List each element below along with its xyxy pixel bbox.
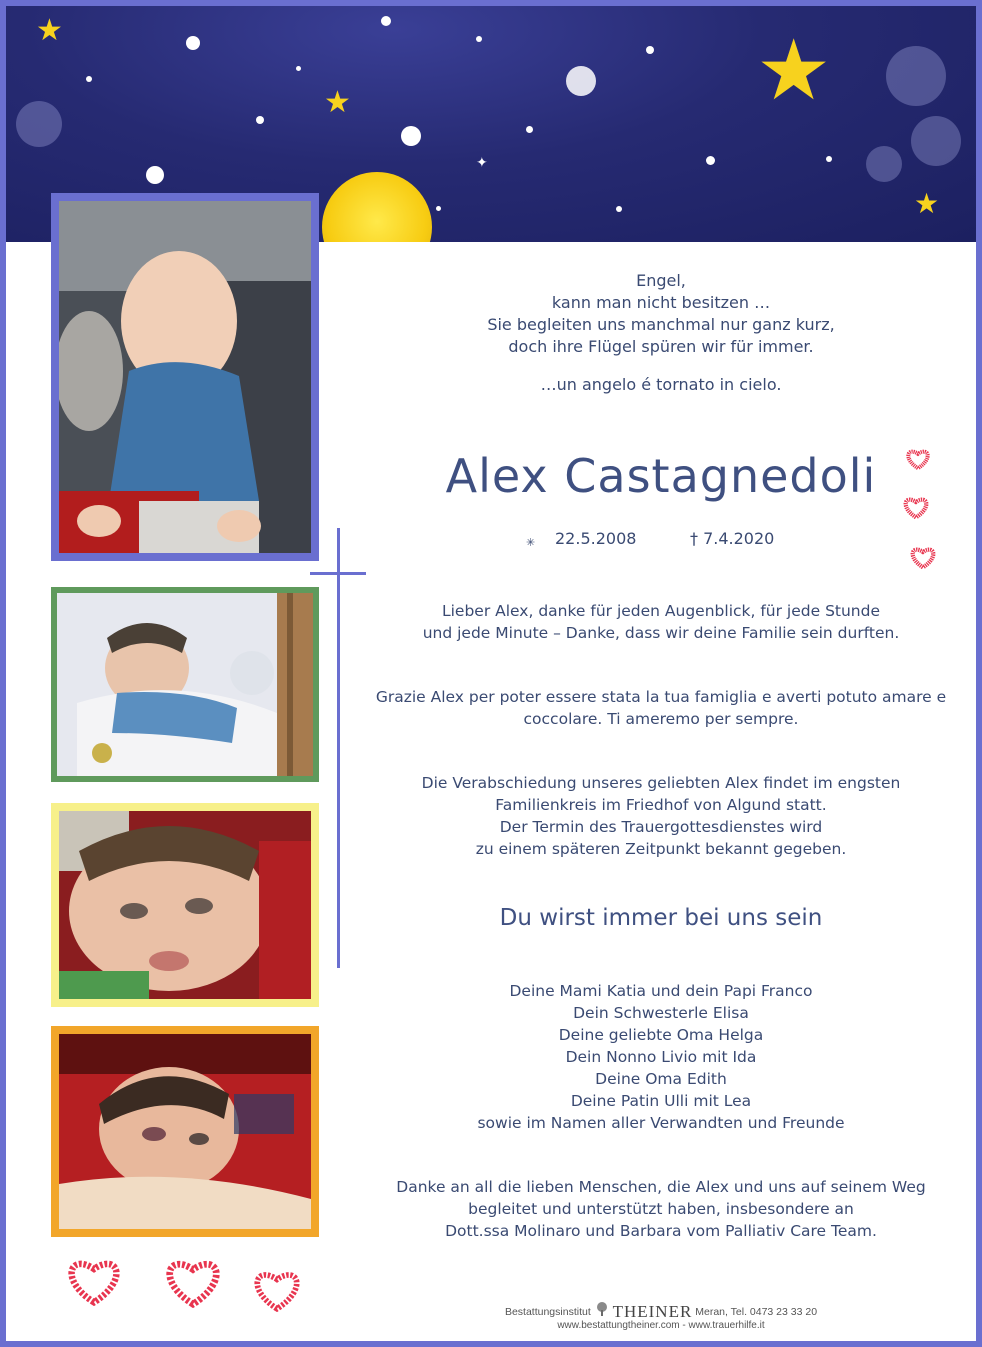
footer-brand: THEINER [612, 1302, 693, 1321]
message-line: Lieber Alex, danke für jeden Augenblick, für jede Stunde [441, 602, 881, 620]
announcement-line: Der Termin des Trauergottesdienstes wird [499, 818, 823, 836]
birth-date: 22.5.2008 [555, 529, 637, 548]
announcement-line: zu einem späteren Zeitpunkt bekannt gegeben. [475, 840, 847, 858]
cross-horizontal-bar [310, 572, 366, 575]
star-dot [296, 66, 301, 71]
star-dot [646, 46, 654, 54]
star-dot [86, 76, 92, 82]
bokeh-light [16, 101, 62, 147]
family-list [356, 980, 966, 1134]
star-dot [476, 36, 482, 42]
star-dot [186, 36, 200, 50]
thanks-block [356, 1176, 966, 1242]
family-member: Deine Oma Edith [595, 1070, 727, 1088]
verse-line: Engel, [636, 271, 686, 290]
footer-contact: Meran, Tel. 0473 23 33 20 [695, 1306, 818, 1318]
heart-icon [66, 1256, 122, 1306]
deceased-name: Alex Castagnedoli [445, 449, 877, 503]
star-dot [436, 206, 441, 211]
star-dot [256, 116, 264, 124]
thanks-line: begleitet und unterstützt haben, insbesondere an [468, 1200, 854, 1218]
thanks-line: Dott.ssa Molinaro und Barbara vom Palliativ Care Team. [445, 1222, 877, 1240]
announcement-line: Die Verabschiedung unseres geliebten Alex findet im engsten [421, 774, 901, 792]
death-date: † 7.4.2020 [690, 529, 775, 548]
star-dot [616, 206, 622, 212]
family-member: Dein Schwesterle Elisa [573, 1004, 749, 1022]
family-member: Dein Nonno Livio mit Ida [565, 1048, 757, 1066]
star-dot [526, 126, 533, 133]
family-member: Deine Patin Ulli mit Lea [570, 1092, 752, 1110]
star-dot [401, 126, 421, 146]
footer-prefix: Bestattungsinstitut [504, 1306, 591, 1318]
star-dot [566, 66, 596, 96]
family-member: Deine geliebte Oma Helga [558, 1026, 764, 1044]
star-icon: ★ [36, 13, 63, 48]
heart-icon [252, 1268, 302, 1312]
star-icon: ★ [756, 21, 832, 119]
message-line: Grazie Alex per poter essere stata la tua famiglia e averti potuto amare e [375, 688, 947, 706]
verse-italian: …un angelo é tornato in cielo. [540, 375, 782, 394]
thanks-line: Danke an all die lieben Menschen, die Alex und uns auf seinem Weg [396, 1178, 926, 1196]
announcement-line: Familienkreis im Friedhof von Algund statt. [495, 796, 827, 814]
bokeh-light [866, 146, 902, 182]
heart-icon [910, 546, 936, 569]
message-line: und jede Minute – Danke, dass wir deine Familie sein durften. [422, 624, 900, 642]
footer-web[interactable]: www.bestattungtheiner.com - www.trauerhilfe.it [557, 1320, 765, 1331]
message-german [356, 600, 966, 644]
verse-line: kann man nicht besitzen … [551, 293, 771, 312]
star-icon: ★ [914, 187, 940, 220]
message-italian [356, 686, 966, 730]
family-member: sowie im Namen aller Verwandten und Freunde [477, 1114, 845, 1132]
heart-icon [164, 1256, 222, 1308]
portrait-photo-3 [51, 803, 319, 1007]
star-dot [146, 166, 164, 184]
moon-icon [322, 172, 432, 242]
star-dot [826, 156, 832, 162]
family-member: Deine Mami Katia und dein Papi Franco [509, 982, 813, 1000]
cross-vertical-bar [337, 528, 340, 968]
birth-symbol: ✳ [526, 536, 536, 549]
funeral-home-footer [356, 1302, 966, 1332]
star-icon: ★ [324, 85, 351, 120]
message-line: coccolare. Ti ameremo per sempre. [523, 710, 799, 728]
bokeh-light [911, 116, 961, 166]
verse-block [356, 270, 966, 396]
star-icon: ✦ [476, 155, 488, 171]
verse-line: Sie begleiten uns manchmal nur ganz kurz, [487, 315, 835, 334]
star-dot [706, 156, 715, 165]
star-dot [381, 16, 391, 26]
portrait-photo-1 [51, 193, 319, 561]
motto: Du wirst immer bei uns sein [499, 905, 823, 931]
funeral-announcement [356, 772, 966, 860]
portrait-photo-2 [51, 587, 319, 782]
verse-line: doch ihre Flügel spüren wir für immer. [508, 337, 814, 356]
bokeh-light [886, 46, 946, 106]
tree-logo-icon [594, 1302, 610, 1316]
portrait-photo-4 [51, 1026, 319, 1237]
